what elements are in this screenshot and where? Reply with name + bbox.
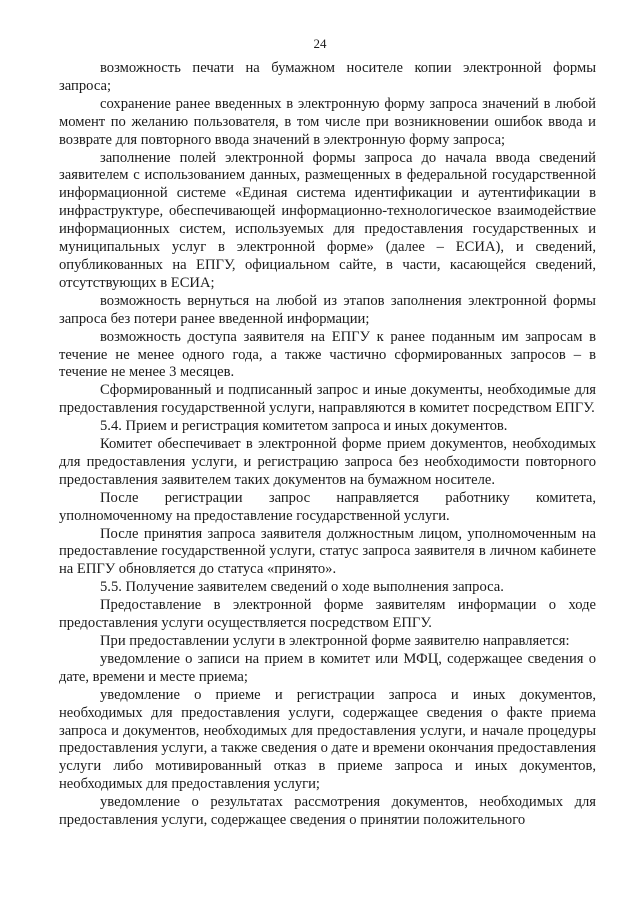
document-body [59,60,596,830]
paragraph: После регистрации запрос направляется работнику комитета, уполномоченному на предоставление государственной услуги. [59,489,596,524]
page-number: 24 [313,36,327,51]
paragraph: уведомление о результатах рассмотрения документов, необходимых для предоставления услуги, содержащее сведения о принятии положительного [59,794,596,829]
paragraph: возможность печати на бумажном носителе копии электронной формы запроса; [59,60,596,94]
paragraph: уведомление о приеме и регистрации запроса и иных документов, необходимых для предоставления услуги, содержащее сведения о факте приема запроса и документов, необходимых для предоставления услуги, и начале процедуры предоставления услуги, а также сведения о дате и времени окончания предоставления услуги либо мотивированный отказ в приеме запроса и иных документов, необходимых для предоставления услуги; [59,686,596,793]
section-heading: 5.4. Прием и регистрация комитетом запроса и иных документов. [100,418,508,435]
paragraph: уведомление о записи на прием в комитет или МФЦ, содержащее сведения о дате, времени и месте приема; [59,650,596,685]
paragraph: При предоставлении услуги в электронной форме заявителю направляется: [100,633,570,649]
paragraph: Предоставление в электронной форме заявителям информации о ходе предоставления услуги осуществляется посредством ЕПГУ. [59,597,596,632]
paragraph: возможность доступа заявителя на ЕПГУ к ранее поданным им запросам в течение не менее одного года, а также частично сформированных запросов – в течение не менее 3 месяцев. [59,328,596,381]
paragraph: Комитет обеспечивает в электронной форме прием документов, необходимых для предоставления услуги, и регистрацию запроса без необходимости повторного предоставления заявителем таких документов на бумажном носителе. [59,436,596,488]
paragraph: заполнение полей электронной формы запроса до начала ввода сведений заявителем с использованием данных, размещенных в федеральной государственной информационной системе «Единая система идентификации и аутентификации в инфраструктуре, обеспечивающей информационно-технологическое взаимодействие информационных систем, используемых для предоставления государственных и муниципальных услуг в электронной форме» (далее – ЕСИА), и сведений, опубликованных на ЕПГУ, официальном сайте, в части, касающейся сведений, отсутствующих в ЕСИА; [59,149,596,291]
paragraph: После принятия запроса заявителя должностным лицом, уполномоченным на предоставление государственной услуги, статус запроса заявителя в личном кабинете на ЕПГУ обновляется до статуса «принято». [59,525,596,578]
paragraph: возможность вернуться на любой из этапов заполнения электронной формы запроса без потери ранее введенной информации; [59,292,596,327]
paragraph: Сформированный и подписанный запрос и иные документы, необходимые для предоставления государственной услуги, направляются в комитет посредством ЕПГУ. [59,382,596,417]
paragraph: сохранение ранее введенных в электронную форму запроса значений в любой момент по желанию пользователя, в том числе при возникновении ошибок ввода и возврате для повторного ввода значений в электронную форму запроса; [59,95,596,148]
section-heading: 5.5. Получение заявителем сведений о ходе выполнения запроса. [100,579,504,596]
